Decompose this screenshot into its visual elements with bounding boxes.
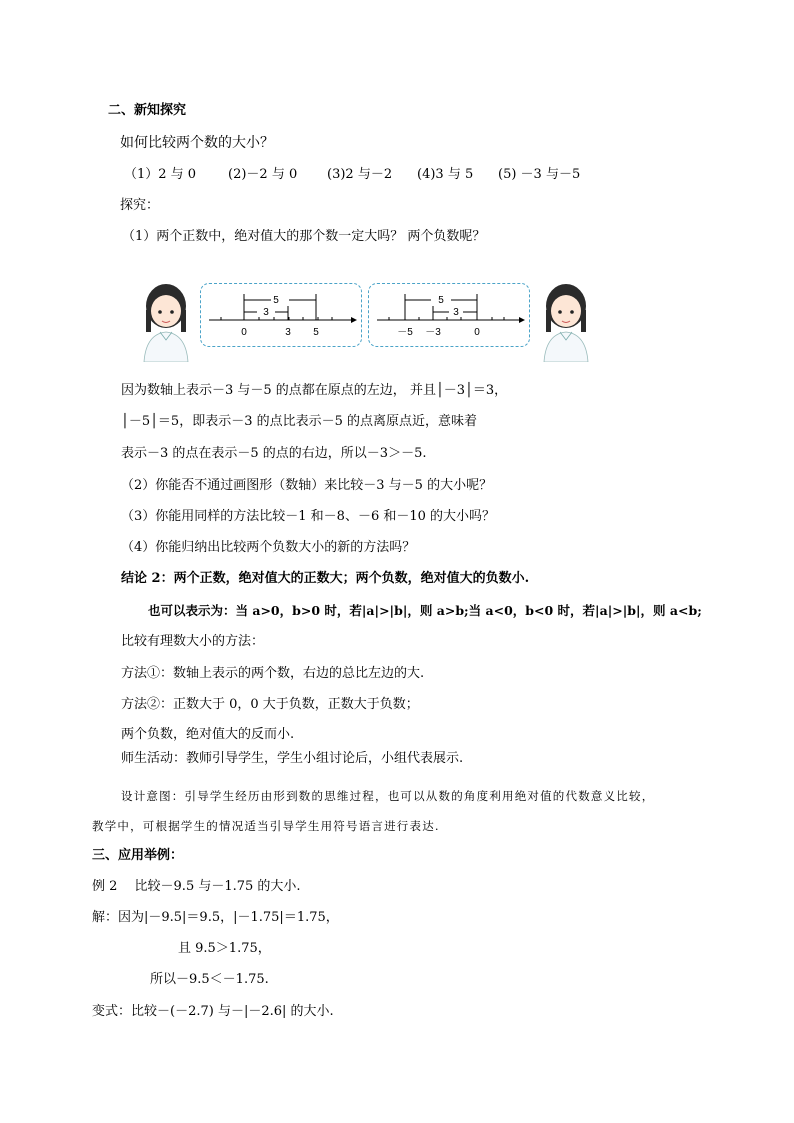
- method-1: 方法①：数轴上表示的两个数，右边的总比左边的大.: [121, 666, 425, 681]
- left-number-line-bubble: [200, 283, 362, 347]
- methods-title: 比较有理数大小的方法：: [121, 634, 265, 649]
- section-2-title: 二、新知探究: [108, 103, 187, 118]
- method-2-continued: 两个负数，绝对值大的反而小.: [121, 727, 295, 742]
- comparison-item: (4)3 与 5: [417, 167, 474, 182]
- section-3-title: 三、应用举例：: [92, 848, 184, 863]
- number-line-figure: [136, 276, 596, 362]
- right-number-line: [369, 284, 529, 346]
- left-distance-label-5: 5: [273, 295, 279, 306]
- right-distance-label-3: 3: [453, 307, 459, 318]
- right-number-line-bubble: [368, 283, 530, 347]
- explanation-line: 因为数轴上表示－3 与－5 的点都在原点的左边， 并且│－3│＝3，: [121, 383, 508, 398]
- comparison-item: （1）2 与 0: [124, 167, 197, 182]
- conclusion-2: 结论 2：两个正数，绝对值大的正数大；两个负数，绝对值大的负数小.: [121, 571, 530, 586]
- method-2: 方法②：正数大于 0，0 大于负数，正数大于负数；: [121, 697, 419, 712]
- right-tick-label: －3: [425, 327, 441, 338]
- question-4: （4）你能归纳出比较两个负数大小的新的方法吗？: [121, 540, 416, 555]
- left-number-line: [201, 284, 361, 346]
- question-2: （2）你能否不通过画图形（数轴）来比较－3 与－5 的大小呢？: [121, 478, 493, 493]
- solution-line: 解：因为|－9.5|＝9.5，|－1.75|＝1.75，: [92, 910, 339, 925]
- conclusion-formula: 也可以表示为：当 a>0，b>0 时，若|a|>|b|，则 a>b;当 a<0，b<0 时，若|a|>|b|，则 a<b;: [148, 603, 702, 618]
- right-distance-label-5: 5: [438, 295, 444, 306]
- explore-question-1: （1）两个正数中，绝对值大的那个数一定大吗？ 两个负数呢？: [122, 229, 486, 244]
- teacher-student-activity: 师生活动：教师引导学生，学生小组讨论后，小组代表展示.: [121, 751, 464, 766]
- comparison-item: (5) －3 与－5: [498, 167, 581, 182]
- explanation-line: │－5│＝5，即表示－3 的点比表示－5 的点离原点近，意味着: [121, 414, 478, 429]
- example-2: 例 2 比较－9.5 与－1.75 的大小.: [92, 879, 301, 894]
- left-tick-label: 3: [285, 327, 291, 338]
- right-tick-label: 0: [474, 327, 480, 338]
- variant-exercise: 变式：比较－(－2.7) 与－|－2.6| 的大小.: [92, 1004, 334, 1019]
- right-tick-label: －5: [397, 327, 413, 338]
- explanation-line: 表示－3 的点在表示－5 的点的右边，所以－3＞－5.: [121, 446, 427, 461]
- girl-left-illustration: [136, 276, 196, 362]
- design-intent-line: 教学中，可根据学生的情况适当引导学生用符号语言进行表达.: [92, 819, 440, 833]
- girl-right-illustration: [536, 276, 596, 362]
- question-3: （3）你能用同样的方法比较－1 和－8、－6 和－10 的大小吗？: [121, 509, 496, 524]
- left-tick-label: 5: [313, 327, 319, 338]
- left-distance-label-3: 3: [263, 307, 269, 318]
- design-intent-line: 设计意图：引导学生经历由形到数的思维过程，也可以从数的角度利用绝对值的代数意义比较，: [121, 789, 655, 803]
- left-tick-label: 0: [241, 327, 247, 338]
- explore-label: 探究：: [120, 198, 160, 213]
- comparison-item: (3)2 与－2: [327, 167, 393, 182]
- comparison-list: [0, 167, 794, 183]
- question-text: 如何比较两个数的大小？: [120, 135, 274, 151]
- comparison-item: (2)－2 与 0: [228, 167, 298, 182]
- solution-line: 所以－9.5＜－1.75.: [150, 972, 269, 987]
- solution-line: 且 9.5＞1.75，: [178, 941, 271, 956]
